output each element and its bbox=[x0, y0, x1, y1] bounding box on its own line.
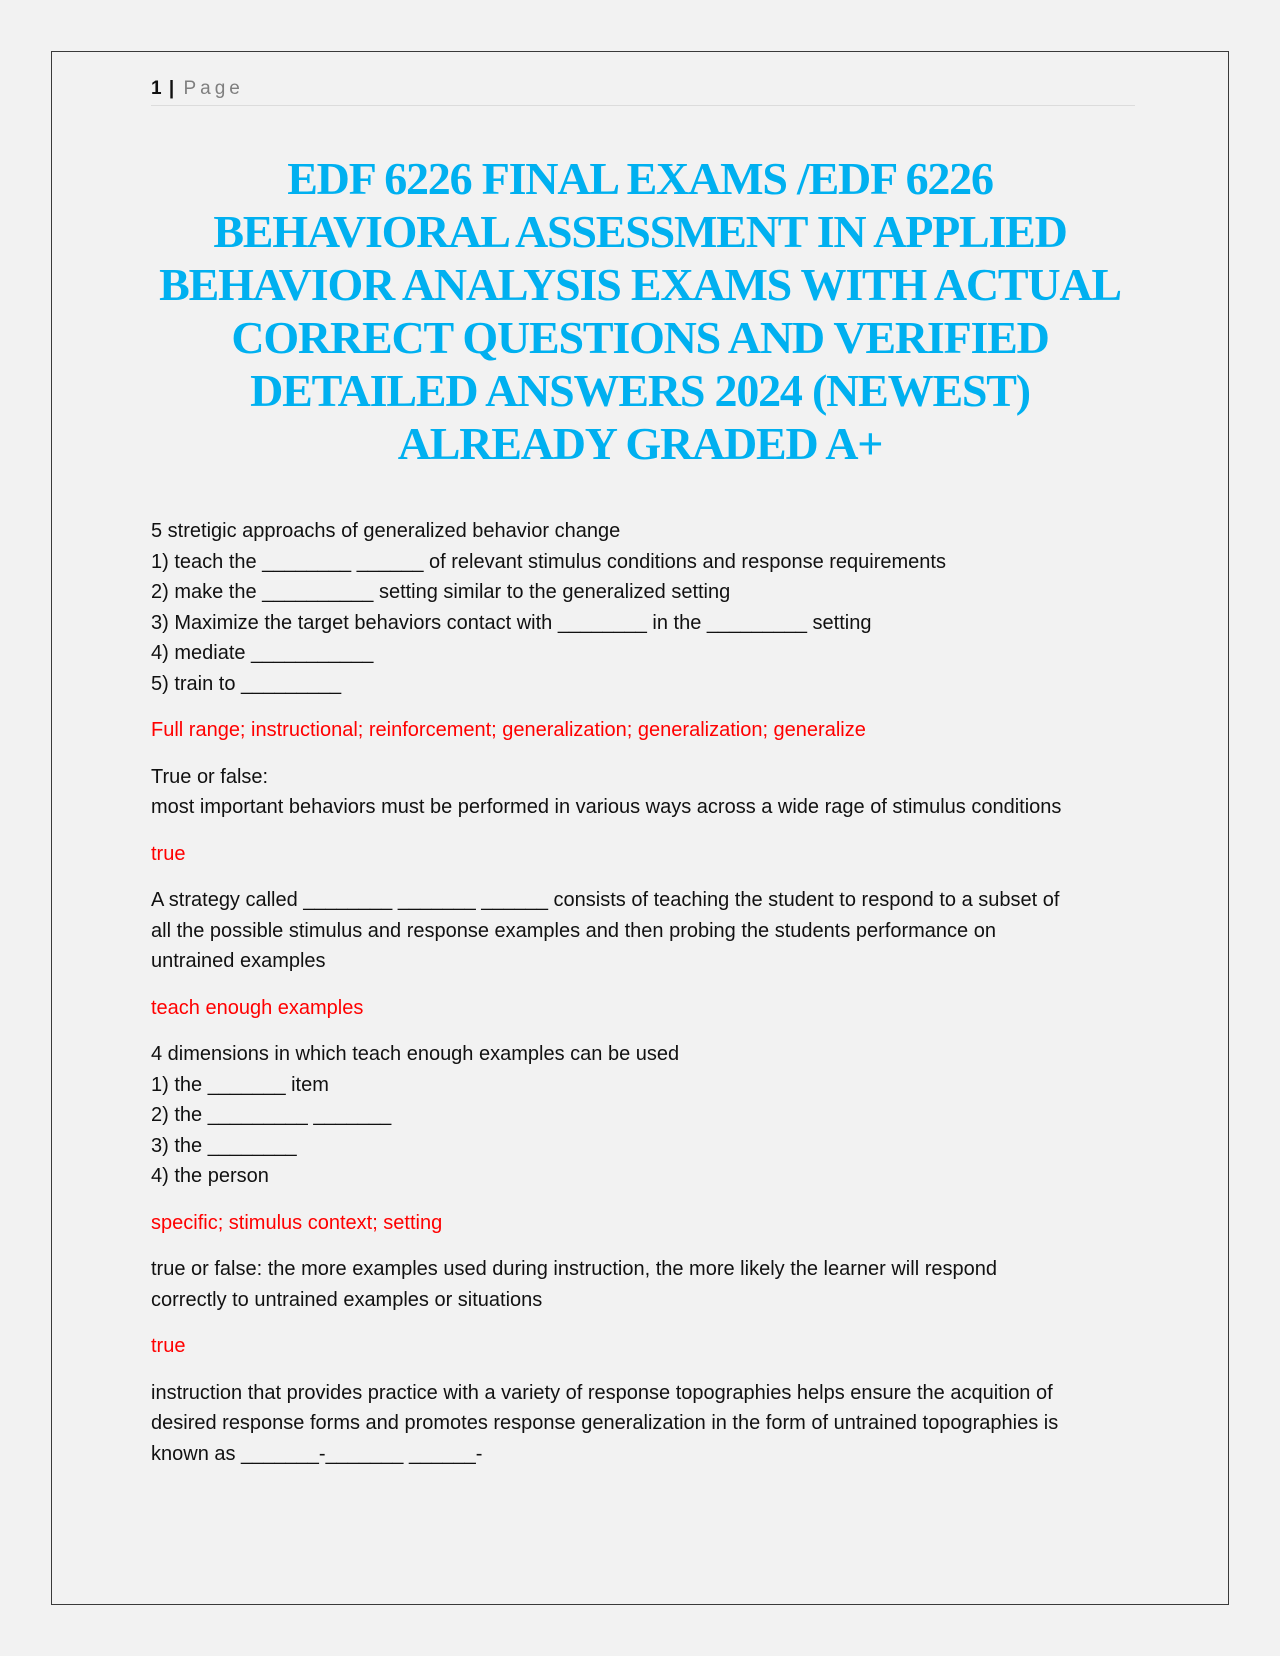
title-line: EDF 6226 FINAL EXAMS /EDF 6226 bbox=[287, 153, 993, 204]
question-line: correctly to untrained examples or situations bbox=[151, 1288, 543, 1311]
question-line: known as _______-_______ ______- bbox=[151, 1442, 483, 1465]
question-line: most important behaviors must be performed in various ways across a wide rage of stimulus conditions bbox=[151, 796, 1062, 818]
question-line: A strategy called ________ _______ ______ consists of teaching the student to respond to a subset of bbox=[151, 889, 1060, 911]
header-separator: | bbox=[168, 78, 175, 99]
page-number: 1 bbox=[151, 78, 162, 99]
page-header bbox=[151, 78, 1135, 106]
question bbox=[151, 762, 1141, 823]
question-line: 3) Maximize the target behaviors contact with ________ in the _________ setting bbox=[151, 611, 872, 634]
page-label: Page bbox=[183, 78, 244, 99]
question bbox=[151, 1378, 1141, 1470]
question-line: 2) the _________ _______ bbox=[151, 1104, 392, 1126]
title-line: CORRECT QUESTIONS AND VERIFIED bbox=[231, 312, 1049, 363]
answer: true bbox=[151, 1335, 186, 1357]
answer: teach enough examples bbox=[151, 996, 364, 1019]
answer: specific; stimulus context; setting bbox=[151, 1211, 443, 1234]
question-line: 3) the ________ bbox=[151, 1134, 297, 1157]
question-line: 1) the _______ item bbox=[151, 1073, 329, 1096]
question bbox=[151, 1039, 1141, 1192]
question-line: 4) the person bbox=[151, 1165, 269, 1187]
document-body bbox=[151, 516, 1141, 1485]
title-line: BEHAVIOR ANALYSIS EXAMS WITH ACTUAL bbox=[159, 259, 1121, 310]
title-line: BEHAVIORAL ASSESSMENT IN APPLIED bbox=[213, 206, 1067, 257]
title-line: DETAILED ANSWERS 2024 (NEWEST) bbox=[250, 365, 1030, 416]
question-line: 1) teach the ________ ______ of relevant stimulus conditions and response requirements bbox=[151, 550, 946, 573]
question-line: 4) mediate ___________ bbox=[151, 642, 374, 664]
title-line: ALREADY GRADED A+ bbox=[397, 418, 883, 469]
question-line: 2) make the __________ setting similar to the generalized setting bbox=[151, 581, 731, 603]
question-line: 5 stretigic approachs of generalized behavior change bbox=[151, 520, 621, 542]
answer: Full range; instructional; reinforcement; generalization; generalization; generalize bbox=[151, 719, 866, 741]
question-line: untrained examples bbox=[151, 950, 326, 972]
question-line: true or false: the more examples used during instruction, the more likely the learner will respond bbox=[151, 1258, 997, 1280]
question-line: desired response forms and promotes response generalization in the form of untrained topographies is bbox=[151, 1412, 1059, 1434]
answer: true bbox=[151, 842, 186, 865]
question bbox=[151, 516, 1141, 699]
question bbox=[151, 1254, 1141, 1315]
question-line: True or false: bbox=[151, 765, 269, 788]
question-line: 4 dimensions in which teach enough examples can be used bbox=[151, 1043, 680, 1065]
question bbox=[151, 885, 1141, 977]
question-line: 5) train to _________ bbox=[151, 672, 342, 695]
question-line: instruction that provides practice with a variety of response topographies helps ensure the acquition of bbox=[151, 1381, 1053, 1404]
question-line: all the possible stimulus and response examples and then probing the students performance on bbox=[151, 919, 996, 942]
document-title bbox=[140, 152, 1140, 470]
